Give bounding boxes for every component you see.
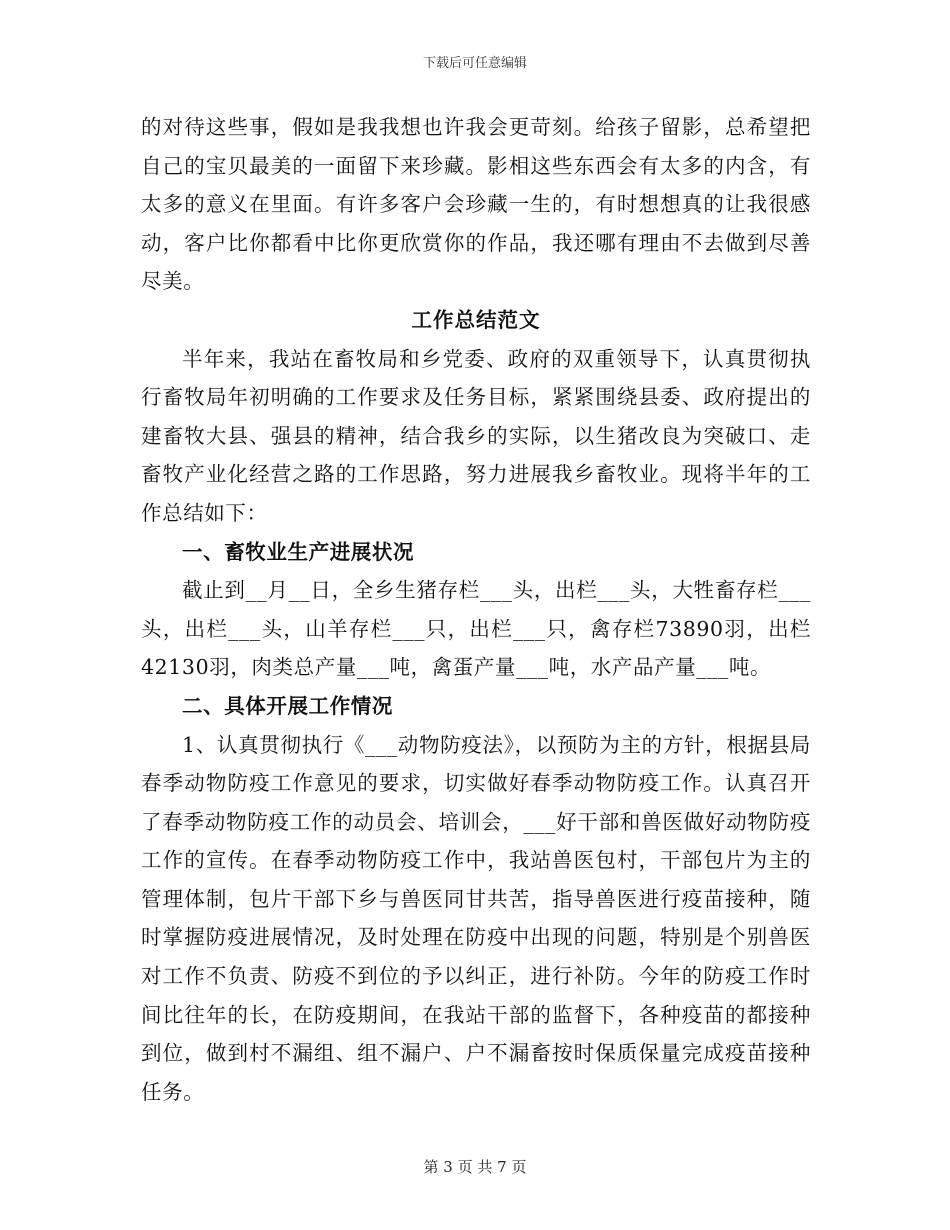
section-title: 工作总结范文	[411, 307, 541, 332]
heading-production-status: 一、畜牧业生产进展状况	[182, 539, 415, 564]
page-number: 第 3 页 共 7 页	[423, 1158, 527, 1176]
intro-paragraph: 的对待这些事，假如是我我想也许我会更苛刻。给孩子留影，总希望把自己的宝贝最美的一面留下来珍藏。影相这些东西会有太多的内含，有太多的意义在里面。有许多客户会珍藏一生的，有时想想真的让我很感动，客户比你都看中比你更欣赏你的作品，我还哪有理由不去做到尽善尽美。	[141, 115, 811, 294]
document-body	[141, 108, 811, 1111]
page-header: 下载后可任意编辑	[422, 56, 527, 71]
production-status-paragraph: 截止到__月__日，全乡生猪存栏___头，出栏___头，大牲畜存栏___头，出栏___头，山羊存栏___只，出栏___只，禽存栏73890羽，出栏42130羽，肉类总产量___吨，禽蛋产量___吨，水产品产量___吨。	[141, 578, 811, 680]
work-details-paragraph: 1、认真贯彻执行《___动物防疫法》，以预防为主的方针，根据县局春季动物防疫工作意见的要求，切实做好春季动物防疫工作。认真召开了春季动物防疫工作的动员会、培训会，___好干部和兽医做好动物防疫工作的宣传。在春季动物防疫工作中，我站兽医包村，干部包片为主的管理体制，包片干部下乡与兽医同甘共苦，指导兽医进行疫苗接种，随时掌握防疫进展情况，及时处理在防疫中出现的问题，特别是个别兽医对工作不负责、防疫不到位的予以纠正，进行补防。今年的防疫工作时间比往年的长，在防疫期间，在我站干部的监督下，各种疫苗的都接种到位，做到村不漏组、组不漏户、户不漏畜按时保质保量完成疫苗接种任务。	[141, 732, 811, 1104]
opening-paragraph: 半年来，我站在畜牧局和乡党委、政府的双重领导下，认真贯彻执行畜牧局年初明确的工作要求及任务目标，紧紧围绕县委、政府提出的建畜牧大县、强县的精神，结合我乡的实际，以生猪改良为突破口、走畜牧产业化经营之路的工作思路，努力进展我乡畜牧业。现将半年的工作总结如下：	[141, 346, 811, 525]
heading-work-details: 二、具体开展工作情况	[182, 693, 393, 718]
